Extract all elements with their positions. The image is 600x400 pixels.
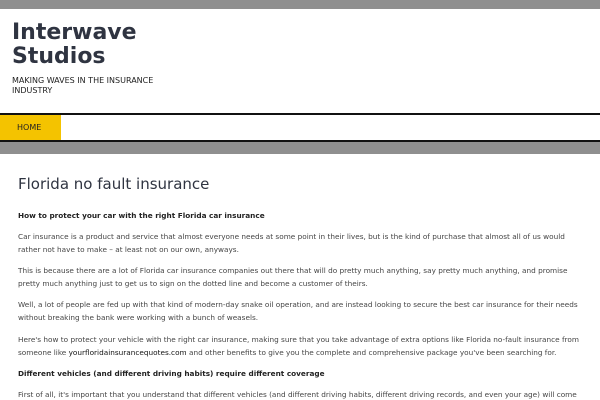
paragraph-5: [18, 389, 586, 400]
site-title-line1[interactable]: Interwave: [12, 20, 137, 45]
insurance-quotes-link[interactable]: yourfloridainsurancequotes.com: [68, 347, 187, 357]
paragraph-3-line2: without breaking the bank were working with a bunch of weasels.: [18, 312, 259, 322]
paragraph-2: [18, 265, 586, 290]
nav-item-home[interactable]: HOME: [0, 115, 61, 140]
site-header: [0, 9, 600, 113]
top-bar: [0, 0, 600, 9]
site-description-line2: INDUSTRY: [12, 86, 53, 95]
paragraph-1: [18, 231, 586, 256]
paragraph-1-line1: Car insurance is a product and service that almost everyone needs at some point in their lives, but is the kind of purchase that almost all of us would: [18, 232, 565, 241]
paragraph-3: [18, 299, 586, 324]
site-description-line1: MAKING WAVES IN THE INSURANCE: [12, 76, 154, 85]
paragraph-1-line2: rather not have to make – at least not on our own, anyways.: [18, 244, 239, 254]
post-heading-protect-car: How to protect your car with the right Florida car insurance: [18, 211, 265, 220]
paragraph-4-line1: Here's how to protect your vehicle with the right car insurance, making sure that you take advantage of extra options like Florida no-fault insurance from: [18, 335, 579, 344]
site-title[interactable]: [12, 21, 212, 69]
main-navigation: [0, 115, 600, 140]
paragraph-4-text-post: and other benefits to give you the complete and comprehensive package you've been searching for.: [186, 347, 557, 357]
post-title: Florida no fault insurance: [18, 175, 210, 193]
paragraph-4-text-pre: someone like: [18, 347, 69, 357]
paragraph-2-line2: pretty much anything just to get us to sign on the dotted line and become a customer of theirs.: [18, 278, 368, 288]
post-heading-different-vehicles: Different vehicles (and different driving habits) require different coverage: [18, 369, 325, 378]
paragraph-2-line1: This is because there are a lot of Florida car insurance companies out there that will do pretty much anything, say pretty much anything, and promise: [18, 266, 568, 275]
paragraph-4-line2: [18, 347, 586, 360]
content-separator: [0, 142, 600, 154]
site-title-line2[interactable]: Studios: [12, 44, 106, 69]
paragraph-4: [18, 334, 586, 359]
paragraph-5-line1: First of all, it's important that you understand that different vehicles (and different driving habits, different driving records, and even your age) will come: [18, 390, 577, 399]
site-description: [12, 76, 182, 96]
paragraph-3-line1: Well, a lot of people are fed up with that kind of modern-day snake oil operation, and are instead looking to secure the best car insurance for their needs: [18, 300, 578, 309]
post-content: [0, 154, 600, 400]
